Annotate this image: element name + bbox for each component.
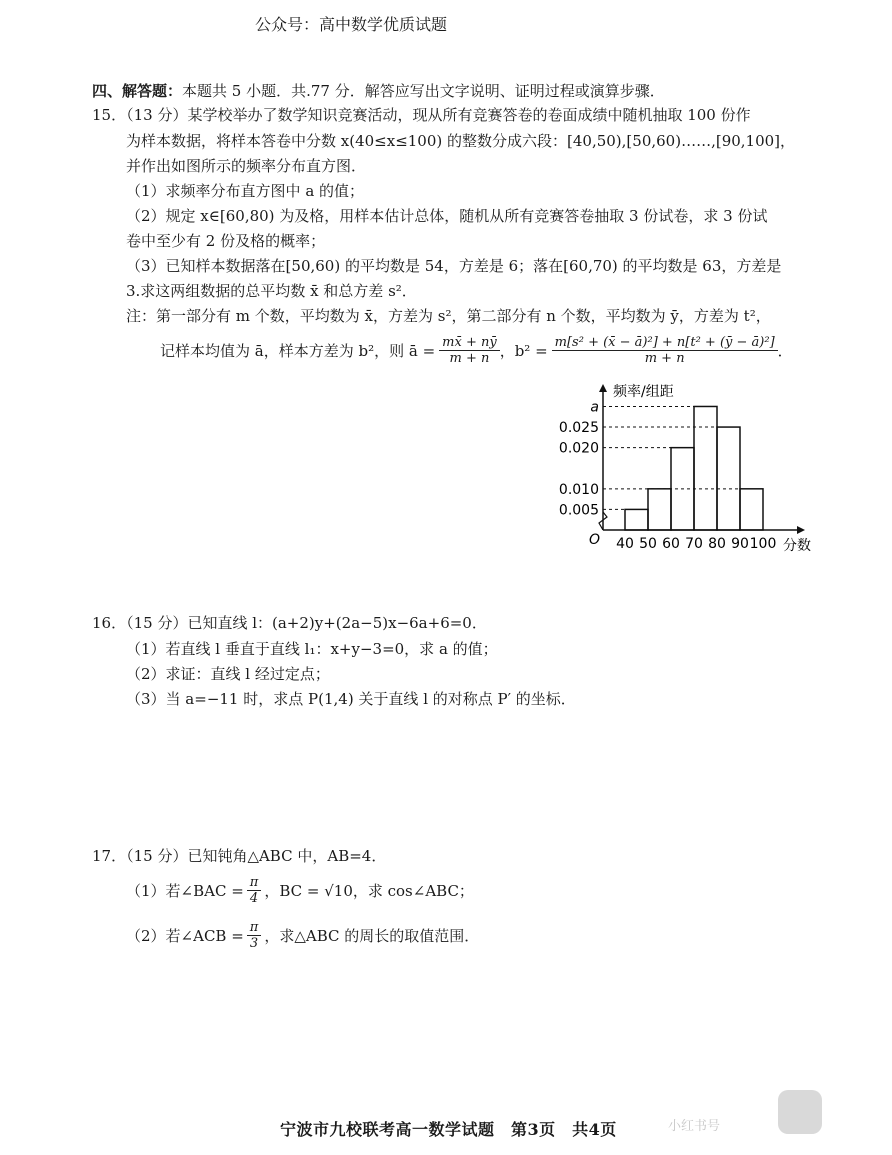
x-tick-label: 100 [749,536,777,552]
frequency-histogram [558,378,825,558]
angle-numerator: π [247,875,262,891]
x-tick-label: 80 [708,536,726,552]
histogram-bar [694,406,717,530]
x-tick-label: 40 [616,536,634,552]
note-prefix: 记样本均值为 ā，样本方差为 b²，则 ā = [160,341,436,360]
mean-numerator: mx̄ + nȳ [439,335,500,351]
origin-label: O [589,532,601,548]
angle-fraction [247,920,262,951]
q16-part-2: （2）求证：直线 l 经过定点； [126,665,330,683]
variance-numerator: m[s² + (x̄ − ā)²] + n[t² + (ȳ − ā)²] [552,335,778,351]
y-tick-label: 0.010 [558,481,599,498]
variance-denominator: m + n [644,350,685,366]
y-tick-label: 0.025 [558,420,599,437]
y-axis-arrow [599,384,607,392]
q15-line: 3.求这两组数据的总平均数 x̄ 和总方差 s²． [126,282,417,300]
q15-part-3: （3）已知样本数据落在[50,60) 的平均数是 54，方差是 6；落在[60,70) 的平均数是 63，方差是 [126,257,782,275]
angle-fraction [247,875,262,906]
q15-part-2: （2）规定 x∈[60,80) 为及格，用样本估计总体，随机从所有竞赛答卷抽取 3 份试卷，求 3 份试 [126,207,768,225]
page-header: 公众号：高中数学优质试题 [255,15,448,34]
section-heading: 四、解答题： [92,82,183,100]
chart-labels [559,384,811,554]
page-footer: 宁波市九校联考高一数学试题 第3页 共4页 [280,1120,617,1139]
q16-part-1: （1）若直线 l 垂直于直线 l₁：x+y−3=0，求 a 的值； [126,640,498,658]
q17-p2-pre: （2）若∠ACB = [126,926,244,945]
angle-numerator: π [247,920,262,936]
x-tick-label: 60 [662,536,680,552]
q16-line: 16．（15 分）已知直线 l：(a+2)y+(2a−5)x−6a+6=0． [92,614,487,632]
x-axis-label: 分数 [783,538,811,554]
q16-part-3: （3）当 a=−11 时，求点 P(1,4) 关于直线 l 的对称点 P′ 的坐标． [126,690,576,708]
section-title [92,80,665,102]
x-axis-arrow [797,526,805,534]
q15-note-formula [160,330,793,370]
x-tick-label: 50 [639,536,657,552]
y-tick-label: 0.005 [558,502,599,519]
y-axis-label: 频率/组距 [613,384,674,400]
section-intro: 本题共 5 小题．共.77 分．解答应写出文字说明、证明过程或演算步骤． [182,82,665,100]
q17-p2-post: ，求△ABC 的周长的取值范围． [264,926,480,945]
q15-line: 15．（13 分）某学校举办了数学知识竞赛活动，现从所有竞赛答卷的卷面成绩中随机抽取 100 份作 [92,106,751,124]
q17-part-1 [126,870,474,910]
watermark-logo [778,1090,822,1134]
q17-part-2 [126,915,479,955]
mean-fraction [439,335,500,366]
variance-fraction [552,335,778,366]
q15-line: 卷中至少有 2 份及格的概率； [126,232,326,250]
histogram-bar [717,427,740,530]
mean-denominator: m + n [449,350,490,366]
angle-denominator: 3 [249,935,259,951]
chart-bars [625,406,763,530]
note-end: ． [777,341,793,360]
watermark-text: 小红书号 [668,1119,721,1134]
angle-denominator: 4 [249,890,259,906]
q15-part-1: （1）求频率分布直方图中 a 的值； [126,182,365,200]
x-tick-label: 90 [731,536,749,552]
q15-note: 注：第一部分有 m 个数，平均数为 x̄，方差为 s²，第二部分有 n 个数，平均数为 ȳ，方差为 t²， [126,307,771,325]
q15-line: 为样本数据，将样本答卷中分数 x(40≤x≤100) 的整数分成六段：[40,50),[50,60)……,[90,100]， [126,132,796,150]
q17-line: 17．（15 分）已知钝角△ABC 中，AB=4． [92,847,387,865]
histogram-bar [648,489,671,530]
q15-line: 并作出如图所示的频率分布直方图． [126,157,367,175]
q17-p1-pre: （1）若∠BAC = [126,881,244,900]
x-tick-label: 70 [685,536,703,552]
histogram-bar [740,489,763,530]
q17-p1-post: ，BC = √10，求 cos∠ABC； [264,881,474,900]
histogram-bar [625,509,648,530]
note-mid: ，b² = [499,341,548,360]
y-tick-label: a [590,399,599,416]
y-tick-label: 0.020 [558,440,599,457]
